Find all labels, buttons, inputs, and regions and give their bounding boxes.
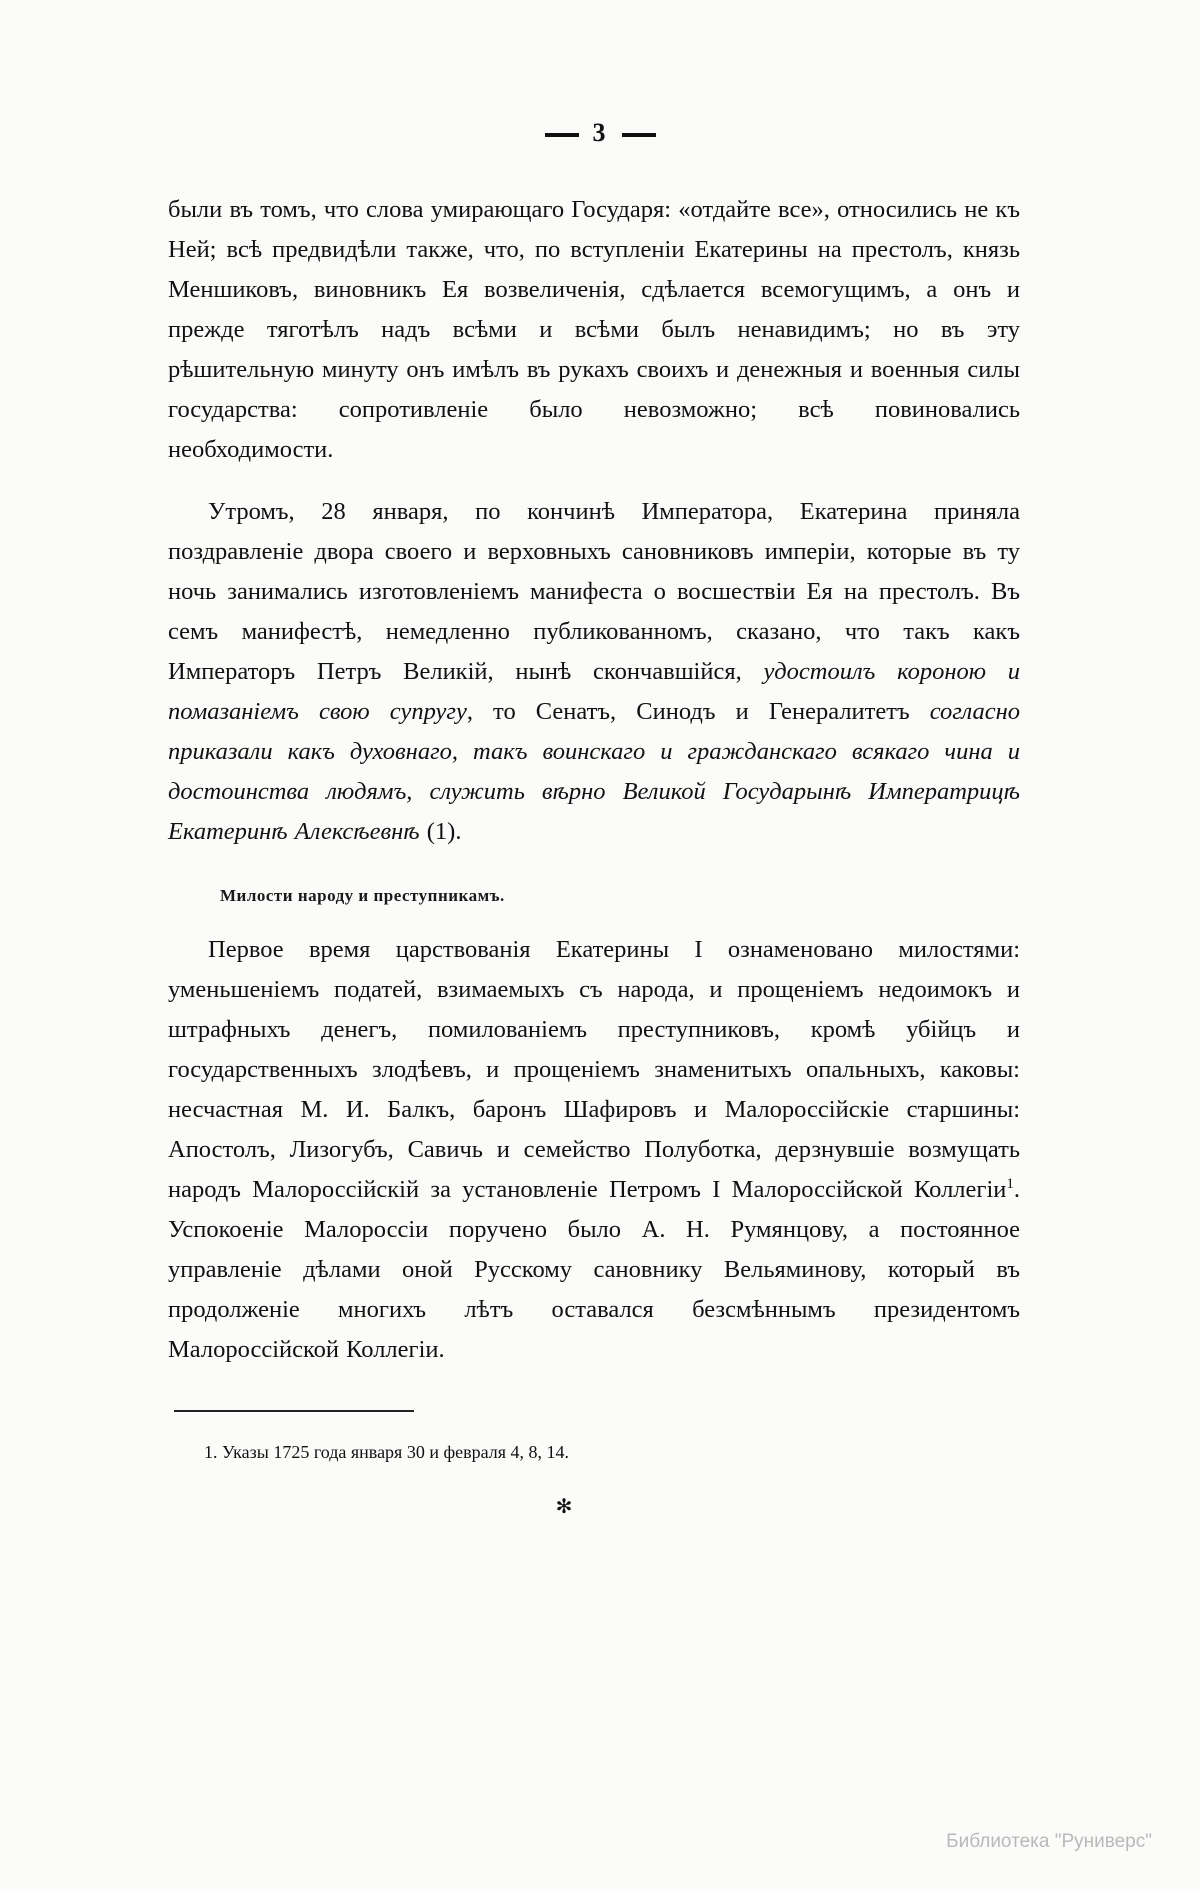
paragraph-manifesto-text-1: Утромъ, 28 января, по кончинѣ Императора, Екатерина приняла поздравленіе двора своего и верховныхъ сановниковъ имперіи, которые въ ту ночь занимались изготовленіемъ манифеста о восшествіи Ея на престолъ. Въ семъ манифестѣ, немедленно публикованномъ, сказано, что такъ какъ Императоръ Петръ Великій, нынѣ скончавшійся, [168,498,1020,685]
page-content [168,190,1020,1519]
library-watermark: Библиотека "Руниверс" [946,1831,1152,1852]
paragraph-manifesto [168,492,1020,852]
footnote-divider [174,1410,414,1412]
paragraph-mercies-text: Первое время царствованія Екатерины I ознаменовано милостями: уменьшеніемъ податей, взимаемыхъ съ народа, и прощеніемъ недоимокъ и штрафныхъ денегъ, помилованіемъ преступниковъ, кромѣ убійцъ и государственныхъ злодѣевъ, и прощеніемъ знаменитыхъ опальныхъ, каковы: несчастная М. И. Балкъ, баронъ Шафировъ и Малороссійскіе старшины: Апостолъ, Лизогубъ, Савичь и семейство Полуботка, дерзнувшіе возмущать народъ Малороссійскій за установленіе Петромъ I Малороссійской Коллегіи [168,936,1020,1203]
paragraph-mercies [168,930,1020,1370]
paragraph-spacer [168,470,1020,492]
paragraph-manifesto-text-2: , то Сенатъ, Синодъ и Генералитетъ [466,698,930,725]
footnote-marker: 1 [1006,1175,1014,1192]
page-number-left-dash [545,133,579,137]
paragraph-mercies-continuation: . Успокоеніе Малороссіи поручено было А. Н. Румянцову, а постоянное управленіе дѣлами оной Русскому сановнику Вельяминову, который въ продолженіе многихъ лѣтъ оставался безсмѣннымъ президентомъ Малороссійской Коллегіи. [168,1176,1020,1363]
ornament-asterisk: ✻ [555,1496,573,1518]
paragraph-manifesto-italic-1: удостоилъ короною и помазаніемъ свою супругу [168,658,1020,725]
page-number-right-dash [622,133,656,137]
page-number-value: 3 [592,118,608,147]
paragraph-manifesto-italic-2: согласно приказали какъ духовнаго, такъ воинскаго и гражданскаго всякаго чина и достоинства людямъ, служить вѣрно Великой Государынѣ Императрицѣ Екатеринѣ Алексѣевнѣ [168,698,1020,845]
footnote-text: 1. Указы 1725 года января 30 и февраля 4, 8, 14. [204,1442,570,1462]
paragraph-continuation: были въ томъ, что слова умирающаго Государя: «отдайте все», относились не къ Ней; всѣ предвидѣли также, что, по вступленіи Екатерины на престолъ, князь Меншиковъ, виновникъ Ея возвеличенія, сдѣлается всемогущимъ, а онъ и прежде тяготѣлъ надъ всѣми и всѣми былъ ненавидимъ; но въ эту рѣшительную минуту онъ имѣлъ въ рукахъ своихъ и денежныя и военныя силы государства: сопротивленіе было невозможно; всѣ повиновались необходимости. [168,196,1020,463]
page-number [0,118,1200,148]
section-heading: Милости народу и преступникамъ. [220,886,505,905]
paragraph-manifesto-reference: (1). [419,818,462,845]
